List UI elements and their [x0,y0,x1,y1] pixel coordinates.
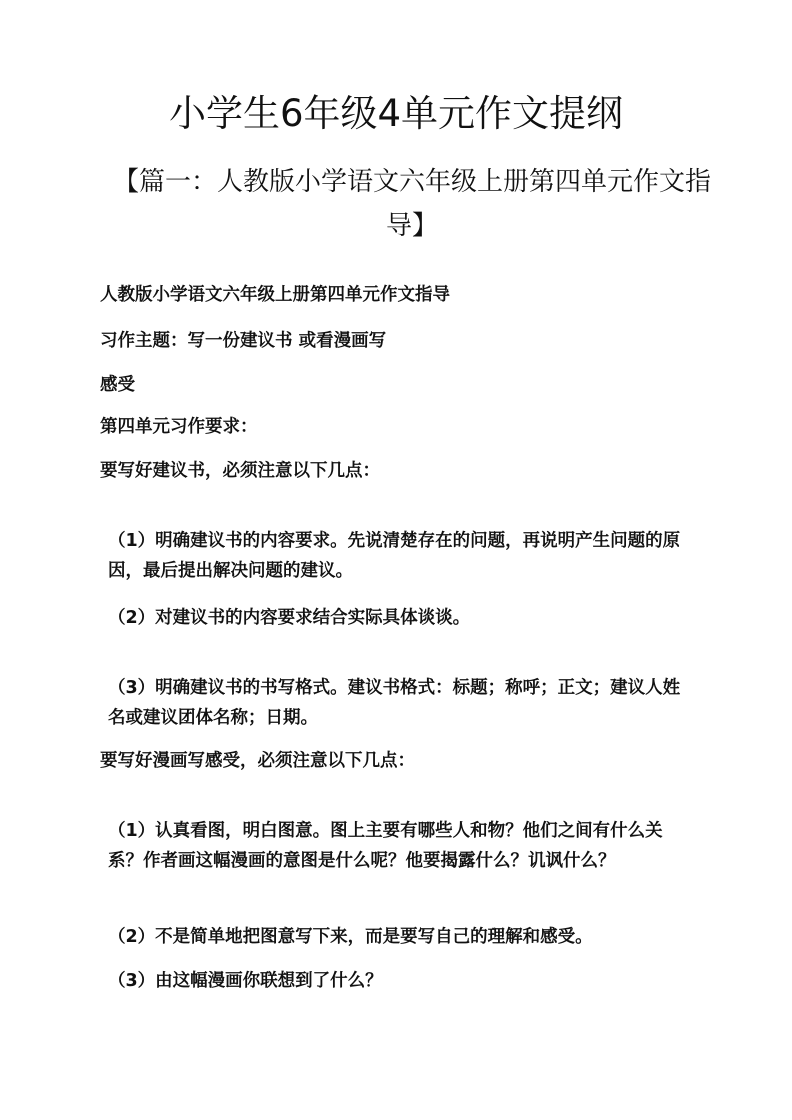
document-subtitle: 【篇一：人教版小学语文六年级上册第四单元作文指导】 [112,167,711,241]
theme-line-continued: 感受 [100,375,135,395]
document-title: 小学生6年级4单元作文提纲 [168,92,624,135]
proposal-point: （1）明确建议书的内容要求。先说清楚存在的问题，再说明产生问题的原因，最后提出解决问题的建议。 [108,531,681,581]
proposal-intro: 要写好建议书，必须注意以下几点： [100,461,380,481]
comic-point: （2）不是简单地把图意写下来，而是要写自己的理解和感受。 [108,927,593,947]
requirements-heading: 第四单元习作要求： [100,417,258,437]
section-heading: 人教版小学语文六年级上册第四单元作文指导 [100,285,450,305]
proposal-point: （2）对建议书的内容要求结合实际具体谈谈。 [108,608,471,628]
proposal-point: （3）明确建议书的书写格式。建议书格式：标题；称呼；正文；建议人姓名或建议团体名称；日期。 [108,678,681,728]
comic-intro: 要写好漫画写感受，必须注意以下几点： [100,751,415,771]
comic-point: （3）由这幅漫画你联想到了什么？ [108,971,383,991]
theme-line: 习作主题：写一份建议书 或看漫画写 [100,331,387,351]
comic-point: （1）认真看图，明白图意。图上主要有哪些人和物？他们之间有什么关系？作者画这幅漫画的意图是什么呢？他要揭露什么？讥讽什么？ [108,821,663,871]
